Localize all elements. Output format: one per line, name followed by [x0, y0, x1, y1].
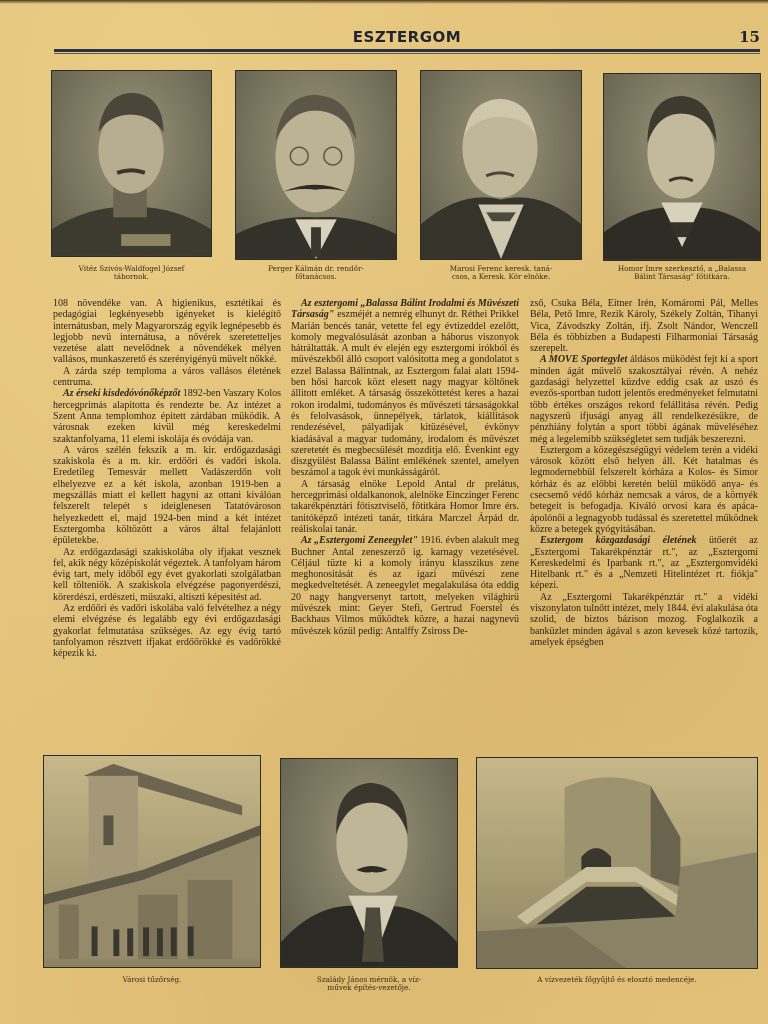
photo-portrait-general	[51, 70, 212, 257]
photo-portrait-editor	[603, 73, 761, 261]
paragraph: A társaság elnöke Lepold Antal dr prelátus, hercegprimási oldalkanonok, alelnöke Einczinger Ferenc takarékpénztári főtisztviselő, főtitkára Homor Imre érs. tanitóképző intézeti tanár, titkára Marczel Árpád dr. reáliskolai tanár.	[291, 478, 519, 535]
photo-portrait-police-councillor	[235, 70, 397, 260]
photo-portrait-engineer	[280, 758, 458, 968]
caption: Perger Kálmán dr. rendőr- főtanácsos.	[268, 264, 364, 281]
portrait-illustration	[421, 71, 581, 259]
paragraph: Az erdőőri és vadőri iskolába való felvételhez a négy elemi elvégzése és legalább egy évi erdőgazdasági gyakorlat felmutatása szükséges. Az egy évig tartó tanfolyamon résztvett ifjakat erdőőrökké és vadőrökké képezik ki.	[53, 603, 281, 660]
paragraph: zső, Csuka Béla, Eitner Irén, Komáromi Pál, Melles Béla, Pető Imre, Rezik Károly, Székely Zoltán, Tihanyi Vica, Závodszky Zoltán, ifj. Zsolt Nándor, Wenczell Béla és többizben a Budapesti Filharmoniai Társaság szerepelt.	[530, 298, 758, 355]
photo-fire-station	[43, 755, 261, 968]
photo-water-reservoir	[476, 757, 758, 969]
photo-portrait-trade-councillor	[420, 70, 582, 260]
page-edge-shadow	[0, 0, 768, 4]
portrait-illustration	[604, 74, 760, 260]
paragraph: Az erdőgazdasági szakiskolába oly ifjakat vesznek fel, akik négy középiskolát végeztek. A tanfolyam három évig tart, mely időből egy évet gyakorlati szolgálatban kell tölteniök. A szakiskola elvégzése pagonyerdészi, körerdészi, erdészeti, műszaki, altiszti képesitést ad.	[53, 546, 281, 603]
paragraph: Esztergom a közegészségügyi védelem terén a vidéki városok között első helyen áll. Két hatalmas és legmodernebbül felszerelt kórháza a Kolos- és Simor kórház és az előbbi keretén belül működő anya- és csecsemő védő kórház nemcsak a város, de a környék betegeit is befogadja. Kiváló orvosi kara és apáca-ápolónői a legnagyobb tudással és szeretettel működnek közre a betegek gyógyitásában.	[530, 444, 758, 535]
article-column-1	[53, 298, 281, 660]
paragraph: Az érseki kisdedóvónőképzőt 1892-ben Vaszary Kolos hercegprimás alapitotta és rendezte be. Az intézet a Szent Anna templomhoz épitett zárdában müködik. A városnak ezeken kivül még kereskedelmi szaktanfolyama, 11 elemi iskolája és ovódája van.	[53, 388, 281, 445]
running-title: ESZTERGOM	[352, 28, 462, 46]
portrait-illustration	[52, 71, 211, 256]
caption: Szalády János mérnök, a víz- művek építés-vezetője.	[316, 975, 422, 992]
page-header	[54, 26, 760, 48]
building-illustration	[44, 756, 260, 967]
caption: Marosi Ferenc keresk. taná- csos, a Keresk. Kör elnöke.	[449, 264, 553, 281]
caption: Vitéz Szivós-Waldfogel József tábornok.	[78, 264, 185, 281]
portrait-illustration	[281, 759, 457, 967]
paragraph: A város szélén fekszik a m. kir. erdőgazdasági szakiskola és a m. kir. erdőőri és vadőri iskola. Eredetileg Temesvár mellett Vadászerdőn volt elhelyezve ez a két iskola, azonban 1919-ben a megszállás miatt el kellett hagyni az ottani kiválóan felszerelt telepét s ideiglenesen Tatatóvároson helyezkedett el, majd 1924-ben mind a két intézet Esztergomba költözött a város által felajánlott épületekbe.	[53, 444, 281, 547]
caption: Városi tűzőrség.	[122, 975, 182, 984]
portrait-illustration	[236, 71, 396, 259]
paragraph: A zárda szép temploma a város vallásos életének centruma.	[53, 365, 281, 389]
paragraph: Az „Esztergomi Zeneegylet" 1916. évben alakult meg Buchner Antal zeneszerző ig. karnagy vezetésével. Céljául tüzte ki a komoly irányu klasszikus zene meghonositását és az igazi művészi zene megkedveltetését. A zeneegylet megalakulása óta eddig 20 nagy hangversenyt tartott, melyeken világhirü művészek mint: Geyer Stefi, Gertrud Foerstel és Backhaus Vilmos működtek közre, a hazai nagynevü művészek közül pedig: Antalffy Zsiross De-	[291, 535, 519, 637]
header-rule-thin	[54, 53, 760, 54]
header-rule	[54, 49, 760, 52]
paragraph: 108 növendéke van. A higienikus, esztétikai és pedagógiai legkényesebb igényeket is kielégítő internátusban, mely Magyarország egyik legnépesebb és legjobb nevü internátusa, a nővérek szeretetteljes vezetése alatt nevelődnek a növendékek mélyen vallásos, munkaszerető és szerényigényü müvelt nőkké.	[53, 298, 281, 366]
paragraph: Esztergom közgazdasági életének ütőerét az „Esztergomi Takarékpénztár rt.", az „Esztergomi Kereskedelmi és Iparbank rt.", az „Esztergomvidéki Hitelbank rt." és a „Nemzeti Hitelintézet rt. fiókja" képezi.	[530, 535, 758, 592]
reservoir-illustration	[477, 758, 757, 968]
page-number: 15	[739, 28, 760, 46]
article-column-2	[291, 298, 519, 637]
article-column-3	[530, 298, 758, 648]
paragraph: Az esztergomi „Balassa Bálint Irodalmi és Müvészeti Társaság" eszméjét a nemrég elhunyt dr. Réthei Prikkel Marián bencés tanár, vetette fel egy évtizeddel ezelőtt, komoly megvalósulását azonban a háborus viszonyok hátráltatták. A mult év elején egy esztergomi irókból és müvészekből álló csoport valósitotta meg a gondolatot s ezzel Balassa Bálintnak, az Esztergom falai alatt 1594-ben hősi harcok közt elesett nagy magyar költőnek állitott emléket. A társaság összeköttetést keres a hazai rokon irodalmi, tudományos és művészeti társaságokkal és felolvasások, ünnepélyek, tárlatok, kiállitások rendezésével, pályadijak kitüzésével, évkönyv kiadásával a magyar tudomány, irodalom és művészet szeretetét és megbecsülését mozditja elő. Évenkint egy diszgyülést Balassa Bálint emlékének szentel, amelyen beszámol a tagok évi munkásságáról.	[291, 298, 519, 479]
caption: A vízvezeték főgyűjtő és elosztó medencéje.	[537, 975, 697, 984]
paragraph: A MOVE Sportegylet áldásos müködést fejt ki a sport minden ágát művelő szakosztályai révén. A nehéz gazdasági helyzettel küzdve eddig csak az uszó és evezős-sportban tudott jelentős eredményeket felmutatni több értékes országos rekord felállitása révén. Pedig nagyszerü ifjusági anyag áll rendelkezésükre, de pénzhiány folytán a sport többi ágának müveléséhez még a legelemibb szükségletet sem tudják beszerezni.	[530, 354, 758, 445]
paragraph: Az „Esztergomi Takarékpénztár rt." a vidéki viszonylaton tulnőtt intézet, mely 1844. évi alakulása óta szolid, de biztos bázison mozog. Foglalkozik a banküzlet minden ágával s azon kevesek közé tartozik, amelyek épségben	[530, 591, 758, 648]
caption: Homor Imre szerkesztő, a „Balassa Bálint Társaság" főtitkára.	[617, 264, 747, 281]
